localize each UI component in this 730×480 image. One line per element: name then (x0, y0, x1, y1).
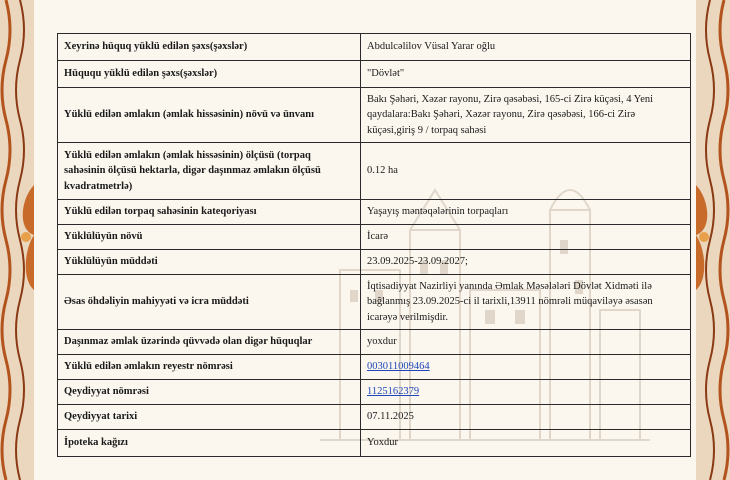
encumbrance-registry-table (57, 33, 691, 457)
table-row (58, 143, 691, 200)
row-label: Yüklülüyün növü (58, 225, 361, 250)
row-value (361, 355, 691, 380)
row-value: 23.09.2025-23.09.2027; (361, 250, 691, 275)
row-value: "Dövlət" (361, 61, 691, 88)
registration-number-link[interactable]: 1125162379 (367, 386, 420, 398)
table-row (58, 225, 691, 250)
row-label: Yüklülüyün müddəti (58, 250, 361, 275)
row-label: Əsas öhdəliyin mahiyyəti və icra müddəti (58, 275, 361, 330)
row-label: Yüklü edilən əmlakın (əmlak hissəsinin) növü və ünvanı (58, 88, 361, 143)
row-value: 07.11.2025 (361, 405, 691, 430)
row-value: Yaşayış məntəqələrinin torpaqları (361, 200, 691, 225)
row-value (361, 380, 691, 405)
row-label: Xeyrinə hüquq yüklü edilən şəxs(şəxslər) (58, 34, 361, 61)
row-value: İqtisadiyyat Nazirliyi yanında Əmlak Məsələləri Dövlət Xidməti ilə bağlanmış 23.09.2025-ci il tarixli,13911 nömrəli müqaviləyə əsasən icarəyə verilmişdir. (361, 275, 691, 330)
row-value: Abdulcəlilov Vüsal Yarar oğlu (361, 34, 691, 61)
row-label: Yüklü edilən əmlakın reyestr nömrəsi (58, 355, 361, 380)
row-label: Hüququ yüklü edilən şəxs(şəxslər) (58, 61, 361, 88)
row-label: Yüklü edilən əmlakın (əmlak hissəsinin) ölçüsü (torpaq sahəsinin ölçüsü hektarla, digər daşınmaz əmlakın ölçüsü kvadratmetrlə) (58, 143, 361, 200)
row-label: Qeydiyyat tarixi (58, 405, 361, 430)
row-label: Qeydiyyat nömrəsi (58, 380, 361, 405)
table-row (58, 355, 691, 380)
table-row (58, 34, 691, 61)
row-value: Bakı Şəhəri, Xəzər rayonu, Zirə qəsəbəsi, 165-ci Zirə küçəsi, 4 Yeni qaydalara:Bakı Şəhəri, Xəzər rayonu, Zirə qəsəbəsi, 166-ci Zirə küçəsi,giriş 9 / torpaq sahəsi (361, 88, 691, 143)
row-value: 0.12 ha (361, 143, 691, 200)
table-row (58, 330, 691, 355)
row-label: Yüklü edilən torpaq sahəsinin kateqoriyası (58, 200, 361, 225)
table-row (58, 380, 691, 405)
table-row (58, 405, 691, 430)
table-row (58, 430, 691, 457)
table-row (58, 250, 691, 275)
right-ornamental-border (696, 0, 730, 480)
row-value: Yoxdur (361, 430, 691, 457)
left-ornamental-border (0, 0, 34, 480)
row-label: İpoteka kağızı (58, 430, 361, 457)
row-label: Daşınmaz əmlak üzərində qüvvədə olan digər hüquqlar (58, 330, 361, 355)
table-row (58, 275, 691, 330)
registry-number-link[interactable]: 003011009464 (367, 361, 430, 373)
row-value: İcarə (361, 225, 691, 250)
row-value: yoxdur (361, 330, 691, 355)
table-row (58, 61, 691, 88)
table-row (58, 200, 691, 225)
table-row (58, 88, 691, 143)
